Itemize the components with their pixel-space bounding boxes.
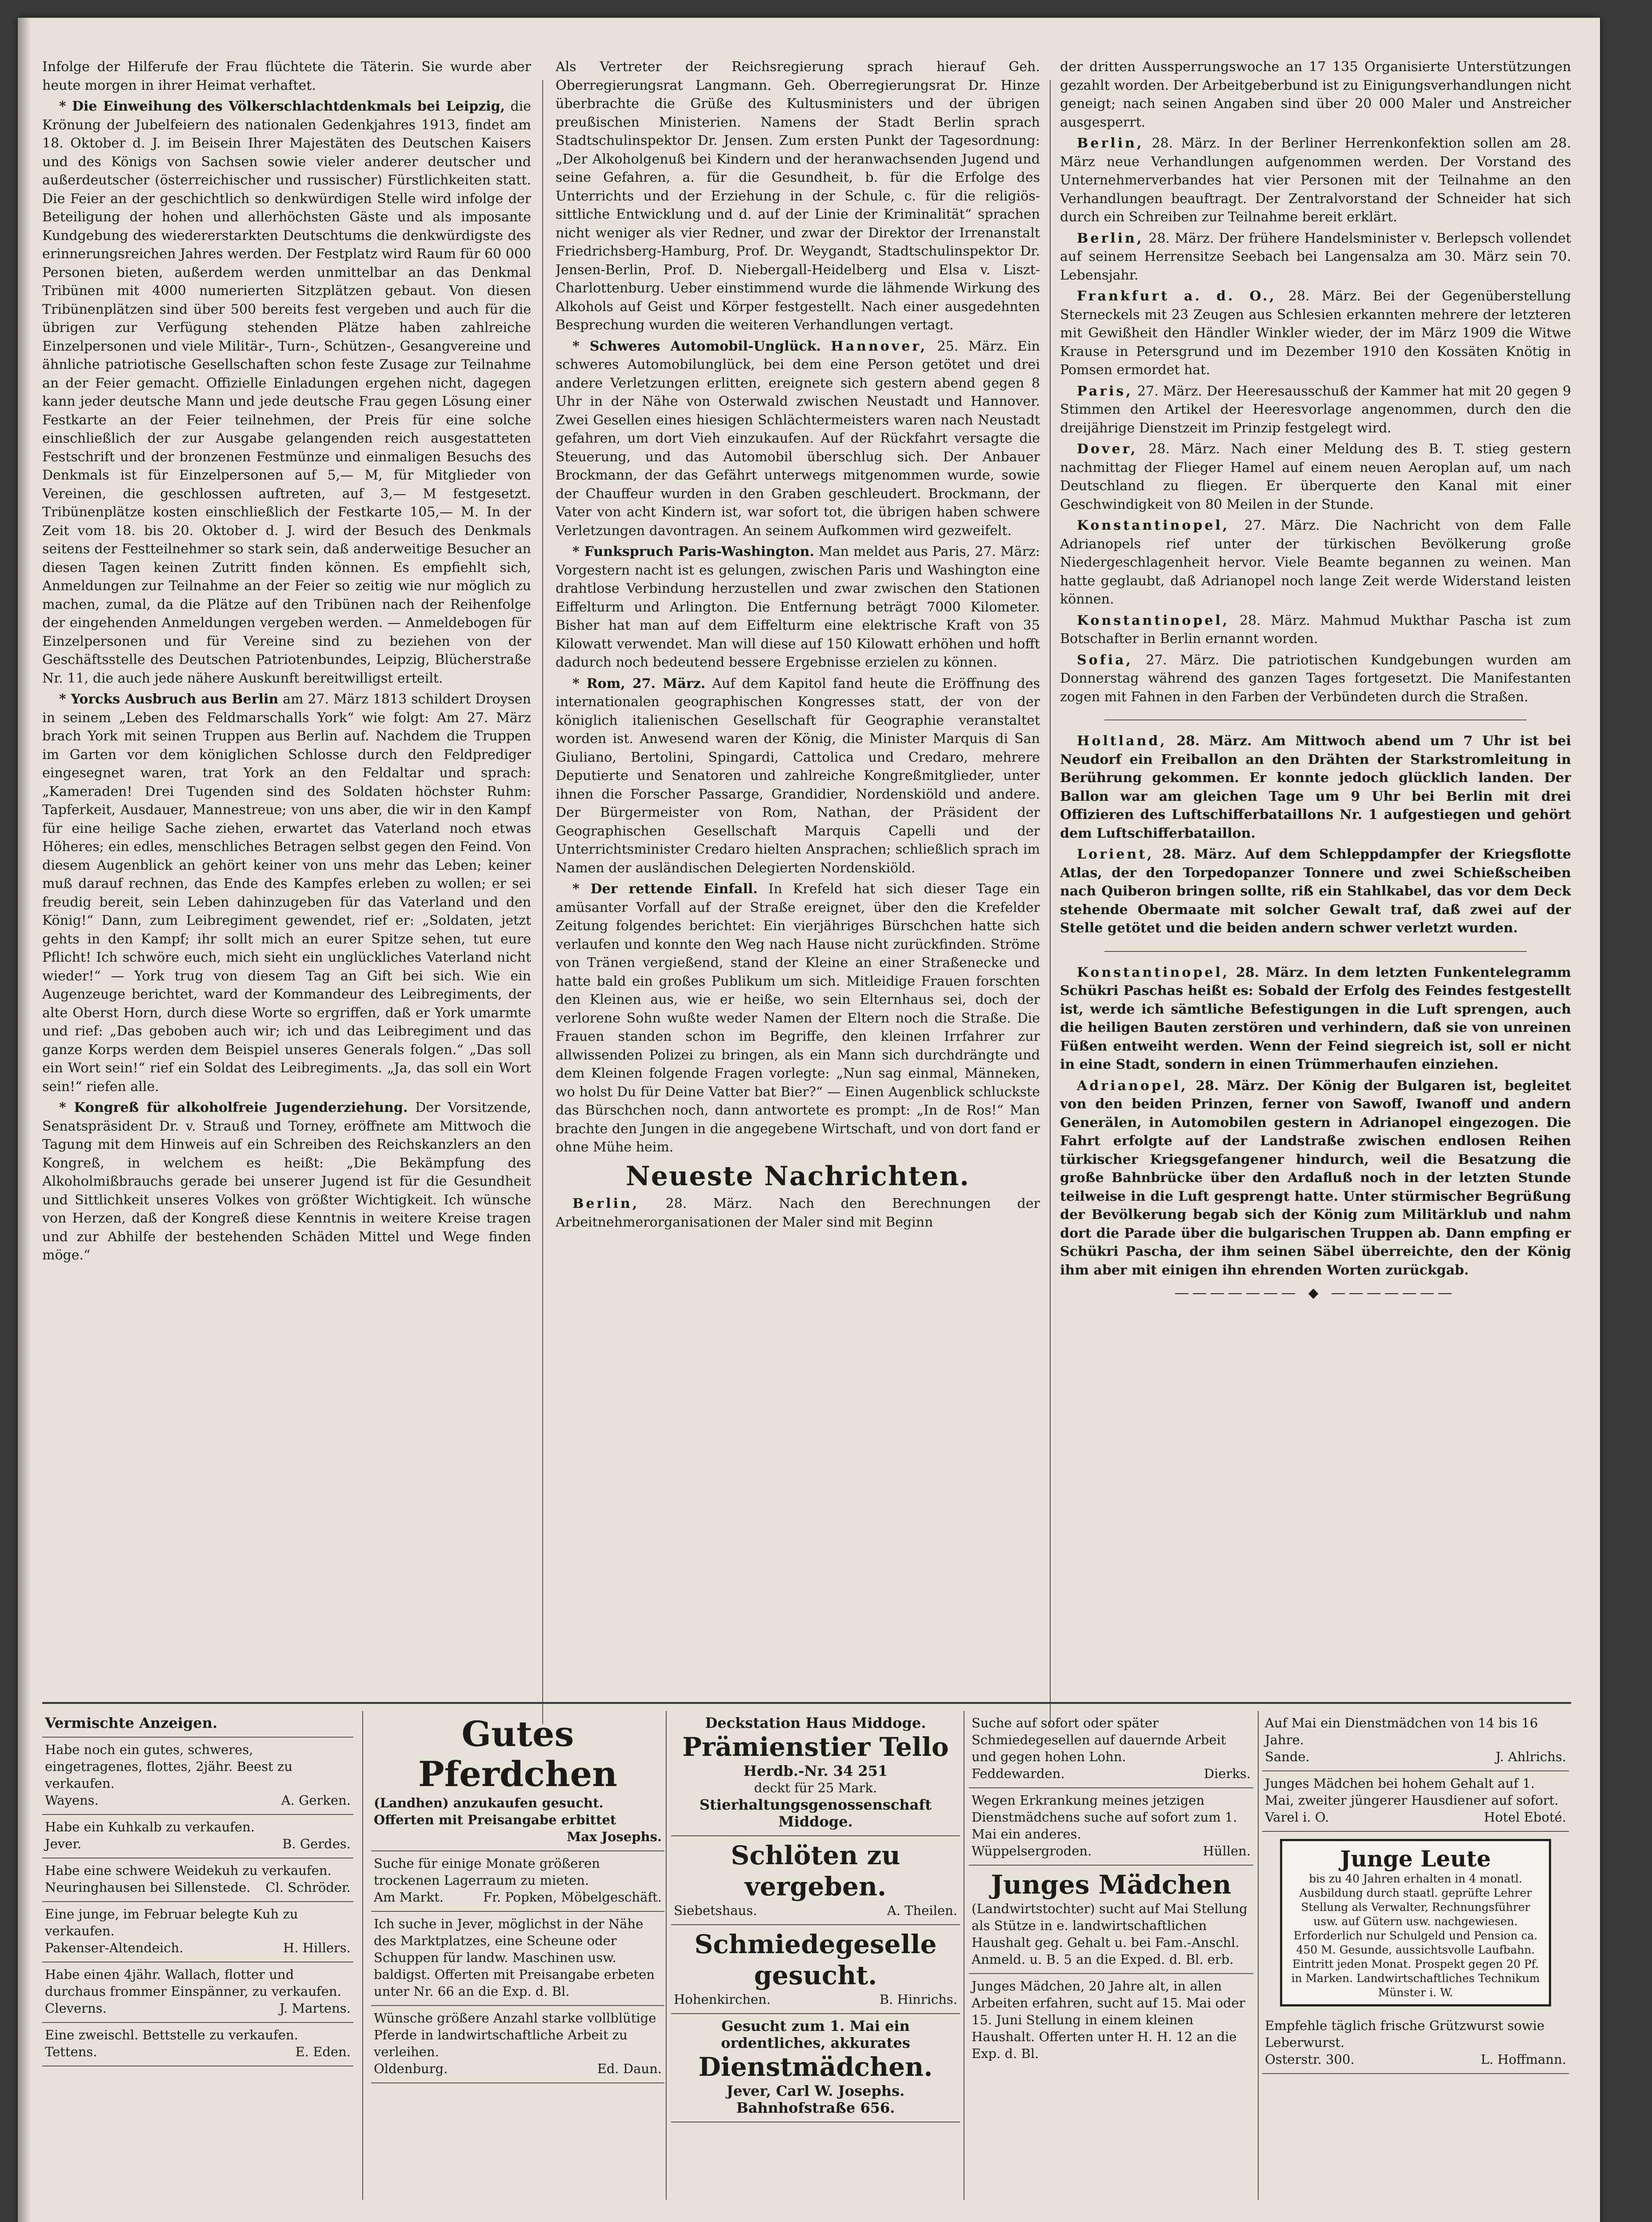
- ad-section-title: Vermischte Anzeigen.: [42, 1711, 353, 1738]
- article-headline: * Schweres Automobil-Unglück.: [572, 338, 821, 354]
- news-berlin: [556, 1195, 1040, 1231]
- article-headline: * Die Einweihung des Völkerschlachtdenkmals bei Leipzig,: [59, 99, 505, 114]
- ads-divider: [362, 1711, 363, 2200]
- ad-list: [371, 1851, 664, 2083]
- article-rom: [556, 675, 1040, 878]
- article-funkspruch: [556, 543, 1040, 672]
- news-item: Dover, 28. März. Nach einer Meldung des B. T. stieg gestern nachmittag der Flieger Hamel auf einem neuen Aeroplan auf, um nach Deutschland zu fliegen. Er überquerte den Kanal mit einer Geschwindigkeit von 80 Meilen in der Stunde.: [1060, 441, 1571, 512]
- ad-schloeten: Schlöten zu vergeben. Siebetshaus. A. Theilen.: [671, 1836, 960, 1925]
- classified-ad: Suche für einige Monate größeren trockenen Lagerraum zu mieten. Am Markt. Fr. Popken, Möbelgeschäft.: [371, 1851, 664, 1912]
- newspaper-page: [18, 18, 1600, 2222]
- dateline: Hannover,: [831, 338, 928, 354]
- classified-ad: Habe eine schwere Weidekuh zu verkaufen. Neuringhausen bei Sillenstede. Cl. Schröder.: [42, 1858, 353, 1902]
- ads-column-3: [671, 1711, 960, 2222]
- ad-dienstmaedchen: Gesucht zum 1. Mai ein ordentliches, akkurates Dienstmädchen. Jever, Carl W. Josephs. Bahnhofstraße 656.: [671, 2014, 960, 2122]
- dateline: Berlin,: [572, 1196, 640, 1211]
- article-continuation: Als Vertreter der Reichsregierung sprach hierauf Geh. Oberregierungsrat Langmann. Geh. Oberregierungsrat Dr. Hinze überbrachte die Grüße des Kultusministers und der übrigen preußischen Ministerien. Namens der Stadt Berlin sprach Stadtschulinspektor Dr. Jensen. Zum ersten Punkt der Tagesordnung: „Der Alkoholgenuß bei Kindern und der heranwachsenden Jugend und seine Gefahren, a. für die Gesundheit, b. für die Erfolge des Unterrichts und der Erziehung in der Schule, c. für die religiös-sittliche Entwicklung und d. auf der Linie der Kriminalität“ sprachen nicht weniger als vier Redner, und zwar der Direktor der Irrenanstalt Friedrichsberg-Hamburg, Prof. Dr. Weygandt, Stadtschulinspektor Dr. Jensen-Berlin, Prof. D. Niebergall-Heidelberg und Elsa v. Liszt-Charlottenburg. Ueber einstimmend wurde die lähmende Wirkung des Alkohols auf Geist und Körper festgestellt. Nach einer ausgedehnten Besprechung wurden die weiteren Verhandlungen vertagt.: [556, 59, 1040, 333]
- news-item: Konstantinopel, 28. März. In dem letzten Funkentelegramm Schükri Paschas heißt es: Sobald der Erfolg des Feindes festgestellt ist, werde ich sämtliche Befestigungen in die Luft sprengen, auch die heiligen Bauten zerstören und verhindern, daß sie von unreinen Füßen entweiht werden. Wenn der Feind siegreich ist, soll er nicht in eine Stadt, sondern in einen Trümmerhaufen einziehen.: [1060, 964, 1571, 1072]
- ads-section-rule: [42, 1702, 1571, 1704]
- news-item: Konstantinopel, 28. März. Mahmud Mukthar Pascha ist zum Botschafter in Berlin ernannt worden.: [1060, 612, 1571, 647]
- ads-divider: [1258, 1711, 1259, 2200]
- article-headline: * Kongreß für alkoholfreie Jugenderziehung.: [59, 1100, 408, 1115]
- column-divider: [1050, 80, 1051, 1724]
- ad-junges-maedchen: Junges Mädchen (Landwirtstochter) sucht auf Mai Stellung als Stütze in e. landwirtschaftlichen Haushalt geg. Gehalt u. bei Fam.-Anschl. Anmeld. u. B. 5 an die Exped. d. Bl. erb.: [969, 1866, 1253, 1974]
- news-item: Holtland, 28. März. Am Mittwoch abend um 7 Uhr ist bei Neudorf ein Freiballon an den Drähten der Starkstromleitung in Berührung gekommen. Er konnte jedoch glücklich landen. Der Ballon war am gleichen Tage um 9 Uhr bei Berlin mit drei Offizieren des Luftschifferbataillons Nr. 1 aufgestiegen und gehört dem Luftschifferbataillon.: [1060, 733, 1571, 841]
- article-headline: * Yorcks Ausbruch aus Berlin: [59, 691, 279, 707]
- classified-ad: Eine zweischl. Bettstelle zu verkaufen. Tettens. E. Eden.: [42, 2023, 353, 2066]
- ads-column-1: [42, 1711, 353, 2222]
- article-body: Man meldet aus Paris, 27. März: Vorgestern nacht ist es gelungen, zwischen Paris und Washington eine drahtlose Verbindung herzustellen und zwar zwischen den Stationen Eiffelturm und Arlington. Die Entfernung beträgt 7000 Kilometer. Bisher hat man auf dem Eiffelturm eine elektrische Kraft von 35 Kilowatt verwendet. Man will diese auf 150 Kilowatt erhöhen und hofft dadurch noch bedeutend bessere Ergebnisse erzielen zu können.: [556, 544, 1040, 670]
- article-body: am 27. März 1813 schildert Droysen in seinem „Leben des Feldmarschalls York“ wie folgt: Am 27. März brach York mit seinen Truppen aus Berlin auf. Nachdem die Truppen im Garten vor dem königlichen Schlosse durch den Feldprediger eingesegnet waren, trat York an den Feldaltar und sprach: „Kameraden! Drei Tugenden sind des Soldaten höchster Ruhm: Tapferkeit, Ausdauer, Mannestreue; von uns aber, die wir in den Kampf für eine heilige Sache ziehen, erwartet das Vaterland noch etwas Höheres; ein edles, menschliches Betragen selbst gegen den Feind. Von diesem Augenblick an gehört keiner von uns mehr das Leben; keiner muß darauf rechnen, das Ende des Kampfes erleben zu wollen; er sei freudig bereit, sein Leben dahinzugeben für das Vaterland und den König!“ Dann, zum Leibregiment gewendet, rief er: „Soldaten, jetzt gehts in den Kampf; ihr sollt mich an eurer Spitze sehen, tut eure Pflicht! Ich schwöre euch, mich sieht ein unglückliches Vaterland nicht wieder!“ — York trug von diesem Tag an Gift bei sich. Wie ein Augenzeuge berichtet, ward der Kommandeur des Leibregiments, der alte Oberst Horn, durch diese Worte so ergriffen, daß er York umarmte und rief: „Das geboben auch wir; ich und das Leibregiment und das ganze Korps werden dem Beispiel unseres Generals folgen.“ „Das soll ein Wort sein!“ rief ein Soldat des Leibregiments. „Ja, das soll ein Wort sein!“ riefen alle.: [42, 691, 531, 1095]
- news-item: Lorient, 28. März. Auf dem Schleppdampfer der Kriegsflotte Atlas, der den Torpedopanzer Tonnere und zwei Schießscheiben nach Quiberon bringen sollte, riß ein Stahlkabel, das vor dem Deck stehende Obermaate mit solcher Gewalt traf, daß zwei auf der Stelle getötet und die beiden andern schwer verletzt wurden.: [1060, 847, 1571, 936]
- article-body: Auf dem Kapitol fand heute die Eröffnung des internationalen geographischen Kongresses statt, der von der königlich italienischen Gesellschaft für Geographie veranstaltet worden ist. Anwesend waren der König, die Minister Marquis di San Giuliano, Bertolini, Spingardi, Cattolica und Credaro, mehrere Deputierte und Senatoren und zahlreiche Kongreßmitglieder, unter ihnen die Forscher Passarge, Grandidier, Nordenskiöld und andere. Der Bürgermeister von Rom, Nathan, der Präsident der Geographischen Gesellschaft Marquis Capelli und der Unterrichtsminister Credaro hielten Ansprachen; schließlich sprach im Namen der ausländischen Delegierten Nordenskiöld.: [556, 675, 1040, 876]
- ads-column-5: [1262, 1711, 1569, 2222]
- section-heading: Neueste Nachrichten.: [625, 1160, 970, 1192]
- article-headline: * Rom, 27. März.: [572, 675, 706, 691]
- classified-ad: Habe ein Kuhkalb zu verkaufen. Jever. B. Gerdes.: [42, 1815, 353, 1858]
- ad-list: [969, 1711, 1253, 1866]
- ad-deckstation: Deckstation Haus Middoge. Prämienstier Tello Herdb.-Nr. 34 251 deckt für 25 Mark. Stierhaltungsgenossenschaft Middoge.: [671, 1711, 960, 1836]
- classified-ad: Wegen Erkrankung meines jetzigen Dienstmädchens suche auf sofort zum 1. Mai ein anderes. Wüppelsergroden. Hüllen.: [969, 1788, 1253, 1866]
- classified-ad: Junges Mädchen bei hohem Gehalt auf 1. Mai, zweiter jüngerer Hausdiener auf sofort. Varel i. O. Hotel Eboté.: [1262, 1771, 1569, 1832]
- article-einfall: [556, 880, 1040, 1157]
- article-automobil: [556, 337, 1040, 540]
- article-kongress: [42, 1099, 531, 1265]
- column-3: [1060, 58, 1571, 1693]
- article-body: 28. März. Nach den Berechnungen der Arbeitnehmerorganisationen der Maler sind mit Beginn: [556, 1196, 1040, 1230]
- news-item: Paris, 27. März. Der Heeresausschuß der Kammer hat mit 20 gegen 9 Stimmen den Artikel der Heeresvorlage angenommen, durch den die dreijährige Dienstzeit im Prinzip festgelegt wird.: [1060, 383, 1571, 436]
- article-yorck: [42, 690, 531, 1096]
- ad-wurst: Empfehle täglich frische Grützwurst sowie Leberwurst. Osterstr. 300. L. Hoffmann.: [1262, 2014, 1569, 2074]
- separator-line: [1104, 719, 1527, 720]
- article-body: In Krefeld hat sich dieser Tage ein amüsanter Vorfall auf der Straße ereignet, über den die Krefelder Zeitung folgendes berichtet: Ein vierjähriges Bürschchen hatte sich verlaufen und konnte den Weg nach Hause nicht zurückfinden. Ströme von Tränen vergießend, stand der Kleine an einer Straßenecke und hatte bald ein großes Publikum um sich. Mitleidige Frauen forschten den Kleinen aus, wie er heiße, wo sein Elternhaus sei, doch der verlorene Sohn wußte weder Namen der Eltern noch die Straße. Die Frauen standen schon im Begriffe, den kleinen Irrfahrer zur allwissenden Polizei zu bringen, als ein Mann sich durchdrängte und dem Kleinen folgende Fragen vorlegte: „Nun sag einmal, Männeken, wo holst Du für Deine Vatter bat Bier?“ — Einen Augenblick schluckste das Bürschchen noch, dann antwortete es prompt: „In de Ros!“ Man brachte den Jungen in die angegebene Wirtschaft, und von dort fand er ohne Mühe heim.: [556, 881, 1040, 1155]
- ad-junges-maedchen-2: Junges Mädchen, 20 Jahre alt, in allen Arbeiten erfahren, sucht auf 15. Mai oder 15. Juni Stellung in einem kleinen Haushalt. Offerten unter H. H. 12 an die Exp. d. Bl.: [972, 1978, 1245, 2061]
- ads-divider: [666, 1711, 667, 2200]
- news-item: Konstantinopel, 27. März. Die Nachricht von dem Falle Adrianopels rief unter der türkischen Bevölkerung große Niedergeschlagenheit hervor. Viele Beamte begannen zu weinen. Man hatte geglaubt, daß Adrianopel noch lange Zeit werde Widerstand leisten können.: [1060, 518, 1571, 607]
- column-2: [556, 58, 1040, 1693]
- separator-line: [1104, 951, 1527, 952]
- ad-list: [42, 1738, 353, 2066]
- classified-ad: Eine junge, im Februar belegte Kuh zu verkaufen. Pakenser-Altendeich. H. Hillers.: [42, 1902, 353, 1962]
- classified-ad: Auf Mai ein Dienstmädchen von 14 bis 16 Jahre. Sande. J. Ahlrichs.: [1262, 1711, 1569, 1771]
- news-item: Frankfurt a. d. O., 28. März. Bei der Gegenüberstellung Sterneckels mit 23 Zeugen aus Schlesien erkannten mehrere der letzteren mit Gewißheit den Händler Winkler wieder, der im März 1909 die Witwe Krause in Petersgrund und im Dezember 1910 den Kossäten Knötig in Pomsen ermordet hat.: [1060, 288, 1571, 378]
- news-item: Adrianopel, 28. März. Der König der Bulgaren ist, begleitet von den beiden Prinzen, ferner von Sawoff, Iwanoff und andern Generälen, in Automobilen gestern in Adrianopel eingezogen. Die Fahrt erfolgte auf der Landstraße zwischen endlosen Reihen türkischer Kriegsgefangener hindurch, weil die Besatzung die große Bahnbrücke über den Ardafluß noch in der letzten Stunde teilweise in die Luft gesprengt hatte. Unter stürmischer Begrüßung der Bevölkerung begab sich der König zum Militärklub und nahm dort die Parade über die bulgarischen Truppen ab. Dann empfing er Schükri Pascha, der ihm seinen Säbel überreichte, den der König ihm aber mit einigen ihn ehrenden Worten zurückgab.: [1060, 1078, 1571, 1278]
- article-continuation: der dritten Aussperrungswoche an 17 135 Organisierte Unterstützungen gezahlt worden. Der Arbeitgeberbund ist zu Einigungsverhandlungen nicht geneigt; nach seinen Angaben sind über 20 000 Maler und Anstreicher ausgesperrt.: [1060, 59, 1571, 130]
- news-item: Sofia, 27. März. Die patriotischen Kundgebungen wurden am Donnerstag während des ganzen Tages fortgesetzt. Die Manifestanten zogen mit Fahnen in den Farben der Verbündeten durch die Straßen.: [1060, 652, 1571, 705]
- column-1: [42, 58, 531, 1693]
- column-divider: [542, 80, 543, 1724]
- classified-ad: Habe einen 4jähr. Wallach, flotter und durchaus frommer Einspänner, zu verkaufen. Cleverns. J. Martens.: [42, 1962, 353, 2023]
- classified-ad: Habe noch ein gutes, schweres, eingetragenes, flottes, 2jähr. Beest zu verkaufen. Wayens. A. Gerken.: [42, 1738, 353, 1815]
- article-voelkerschlachtdenkmal: [42, 97, 531, 687]
- news-item: Berlin, 28. März. Der frühere Handelsminister v. Berlepsch vollendet auf seinem Herrensitze Seebach bei Langensalza am 30. März sein 70. Lebensjahr.: [1060, 230, 1571, 283]
- classified-ad: Suche auf sofort oder später Schmiedegesellen auf dauernde Arbeit und gegen hohen Lohn. Feddewarden. Dierks.: [969, 1711, 1253, 1788]
- ad-list: [1262, 1711, 1569, 1832]
- ornament-divider: ――――――― ◆ ―――――――: [1175, 1285, 1456, 1301]
- article-body: die Krönung der Jubelfeiern des nationalen Gedenkjahres 1913, findet am 18. Oktober d. J. im Beisein Ihrer Majestäten des Deutschen Kaisers und des Königs von Sachsen sowie vieler anderer deutscher und außerdeutscher (österreichischer und russischer) Fürstlichkeiten statt. Die Feier an der geschichtlich so denkwürdigen Stelle wird infolge der Beteiligung der hohen und allerhöchsten Gäste und als imposante Kundgebung des wiedererstarkten Deutschtums die denkwürdigste des erinnerungsreichen Jahres werden. Der Festplatz wird Raum für 60 000 Personen bieten, außerdem werden unmittelbar an das Denkmal Tribünen mit 4000 numerierten Sitzplätzen gebaut. Von diesen Tribünenplätzen sind über 500 bereits fest vergeben und auch für die übrigen zur Verfügung stehenden Plätze haben zahlreiche Einzelpersonen und viele Militär-, Turn-, Schützen-, Gesangvereine und ähnliche patriotische Gesellschaften schon feste Zusage zur Teilnahme an der Feier gemacht. Offizielle Einladungen ergehen nicht, dagegen kann jeder deutsche Mann und jede deutsche Frau gegen Lösung einer Festkarte an der Feier teilnehmen, der Preis für eine solche einschließlich der zur Ausgabe gelangenden reich ausgestatteten Festschrift und der bronzenen Festmünze und einmaligen Besuchs des Denkmals ist für Einzelpersonen auf 5,— M, für Mitglieder von Vereinen, die geschlossen auftreten, auf 3,— M festgesetzt. Tribünenplätze kosten einschließlich der Festkarte 105,— M. In der Zeit vom 18. bis 20. Oktober d. J. wird der Besuch des Denkmals seitens der Festteilnehmer so stark sein, daß anderweitige Besucher an diesen Tagen keinen Zutritt finden können. Es empfiehlt sich, Anmeldungen zur Teilnahme an der Feier so zeitig wie nur möglich zu machen, zumal, da die Plätze auf den Tribünen nach der Reihenfolge der eingehenden Anmeldungen vergeben werden. — Anmeldebogen für Einzelpersonen und für Vereine sind zu beziehen von der Geschäftsstelle des Deutschen Patriotenbundes, Leipzig, Blücherstraße Nr. 11, die auch jede nähere Auskunft bereitwilligst erteilt.: [42, 99, 531, 686]
- news-item: Berlin, 28. März. In der Berliner Herrenkonfektion sollen am 28. März neue Verhandlungen aufgenommen werden. Der Vorstand des Unternehmerverbandes hat vier Personen mit der Teilnahme an den Verhandlungen beauftragt. Der Zentralvorstand der Schneider hat sich durch ein Schreiben zur Teilnahme bereit erklärt.: [1060, 136, 1571, 225]
- article-body: Der Vorsitzende, Senatspräsident Dr. v. Strauß und Torney, eröffnete am Mittwoch die Tagung mit dem Hinweis auf ein Schreiben des Reichskanzlers an den Kongreß, in welchem es heißt: „Die Bekämpfung des Alkoholmißbrauchs gerade bei unserer Jugend ist für die Gesundheit und Sittlichkeit unseres Volkes von größter Wichtigkeit. Ich wünsche von Herzen, daß der Kongreß diese Kenntnis in weitere Kreise tragen und zur Abhilfe der bestehenden Schäden Mittel und Wege finden möge.“: [42, 1100, 531, 1263]
- article-continuation: Infolge der Hilferufe der Frau flüchtete die Täterin. Sie wurde aber heute morgen in ihrer Heimat verhaftet.: [42, 59, 531, 93]
- ad-junge-leute-box: Junge Leute bis zu 40 Jahren erhalten in 4 monatl. Ausbildung durch staatl. geprüfte Lehrer Stellung als Verwalter, Rechnungsführer usw. auf Gütern usw. nachgewiesen. Erforderlich nur Schulgeld und Pension ca. 450 M. Gesunde, aussichtsvolle Laufbahn. Eintritt jeden Monat. Prospekt gegen 20 Pf. in Marken. Landwirtschaftliches Technikum Münster i. W.: [1280, 1839, 1551, 2006]
- ad-schmiedegeselle: Schmiedegeselle gesucht. Hohenkirchen. B. Hinrichs.: [671, 1925, 960, 2014]
- classified-ad: Ich suche in Jever, möglichst in der Nähe des Marktplatzes, eine Scheune oder Schuppen für landw. Maschinen usw. baldigst. Offerten mit Preisangabe erbeten unter Nr. 66 an die Exp. d. Bl.: [371, 1912, 664, 2006]
- article-body: 25. März. Ein schweres Automobilunglück, bei dem eine Person getötet und drei andere Verletzungen erlitten, ereignete sich gestern abend gegen 8 Uhr in der Nähe von Osterwald zwischen Neustadt und Hannover. Zwei Gesellen eines hiesigen Schlächtermeisters waren nach Neustadt gefahren, um dort Vieh einzukaufen. Auf der Rückfahrt versagte die Steuerung, und das Automobil überschlug sich. Der Anbauer Brockmann, der das Gefährt unterwegs mitgenommen wurde, sowie der Chauffeur wurden in den Graben geschleudert. Brockmann, der Vater von acht Kindern ist, war sofort tot, die übrigen haben schwere Verletzungen davontragen. An seinem Aufkommen wird gezweifelt.: [556, 338, 1040, 539]
- ads-column-4: [969, 1711, 1253, 2222]
- ads-column-2: [371, 1711, 664, 2222]
- article-headline: * Funkspruch Paris-Washington.: [572, 544, 815, 559]
- article-headline: * Der rettende Einfall.: [572, 881, 758, 897]
- classified-ad: Wünsche größere Anzahl starke vollblütige Pferde in landwirtschaftliche Arbeit zu verleihen. Oldenburg. Ed. Daun.: [371, 2006, 664, 2083]
- ad-gutes-pferdchen: Gutes Pferdchen (Landhen) anzukaufen gesucht. Offerten mit Preisangabe erbittet Max Josephs.: [371, 1711, 664, 1851]
